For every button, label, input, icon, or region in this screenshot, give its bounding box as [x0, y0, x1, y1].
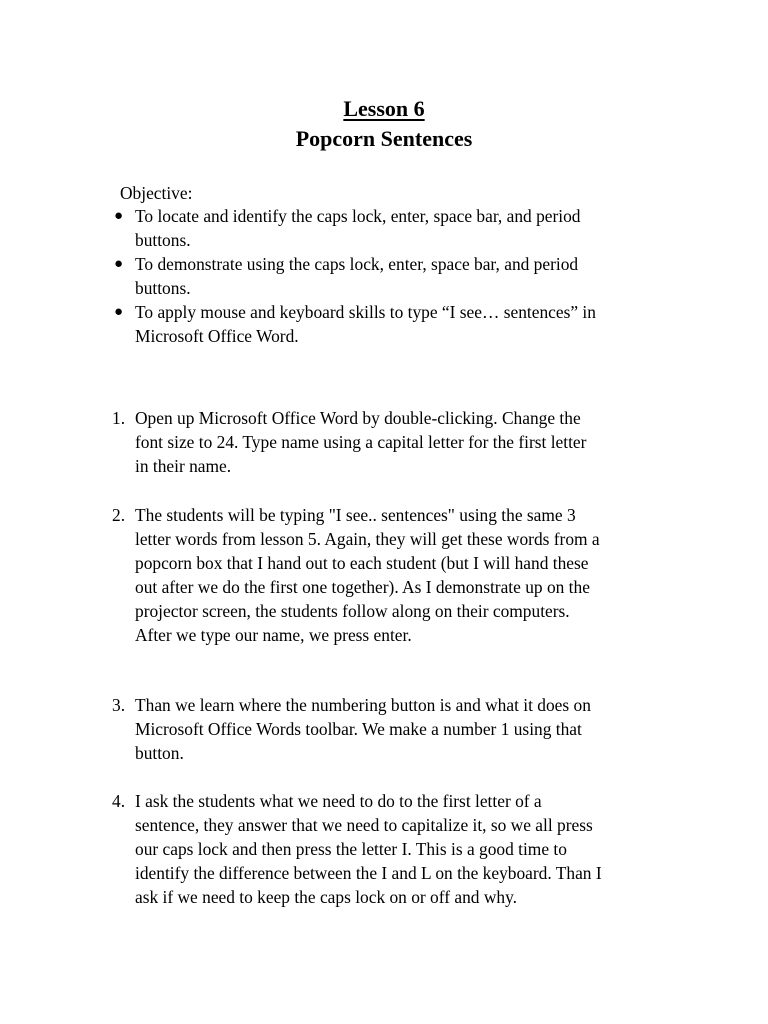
objective-item: ● To apply mouse and keyboard skills to type “I see… sentences” in Microsoft Office Word. — [114, 302, 596, 346]
step-number: 2. — [112, 505, 126, 525]
objective-item: ● To demonstrate using the caps lock, enter, space bar, and period buttons. — [114, 254, 579, 298]
step-number: 3. — [112, 695, 126, 715]
objective-list — [112, 204, 672, 348]
objective-label: Objective: — [120, 183, 193, 203]
step-number: 4. — [112, 791, 126, 811]
title-block — [0, 94, 768, 154]
step-number: 1. — [112, 408, 126, 428]
step-item: 3. Than we learn where the numbering button is and what it does on Microsoft Office Words toolbar. We make a number 1 using that button. — [112, 695, 591, 763]
lesson-title: Lesson 6 — [343, 96, 425, 121]
bullet-icon: ● — [114, 304, 124, 320]
objective-item: ● To locate and identify the caps lock, enter, space bar, and period buttons. — [114, 206, 581, 250]
step-item: 2. The students will be typing "I see.. sentences" using the same 3 letter words from lesson 5. Again, they will get these words from a popcorn box that I hand out to each student (but I will hand these out after we do the first one together). As I demonstrate up on the projector screen, the students follow along on their computers. After we type our name, we press enter. — [112, 505, 600, 645]
bullet-icon: ● — [114, 208, 124, 224]
bullet-icon: ● — [114, 256, 124, 272]
step-item: 1. Open up Microsoft Office Word by double-clicking. Change the font size to 24. Type name using a capital letter for the first letter in their name. — [112, 408, 587, 476]
lesson-subtitle: Popcorn Sentences — [295, 126, 473, 151]
step-item: 4. I ask the students what we need to do to the first letter of a sentence, they answer that we need to capitalize it, so we all press our caps lock and then press the letter I. This is a good time to identify the difference between the I and L on the keyboard. Than I ask if we need to keep the caps lock on or off and why. — [112, 791, 602, 907]
